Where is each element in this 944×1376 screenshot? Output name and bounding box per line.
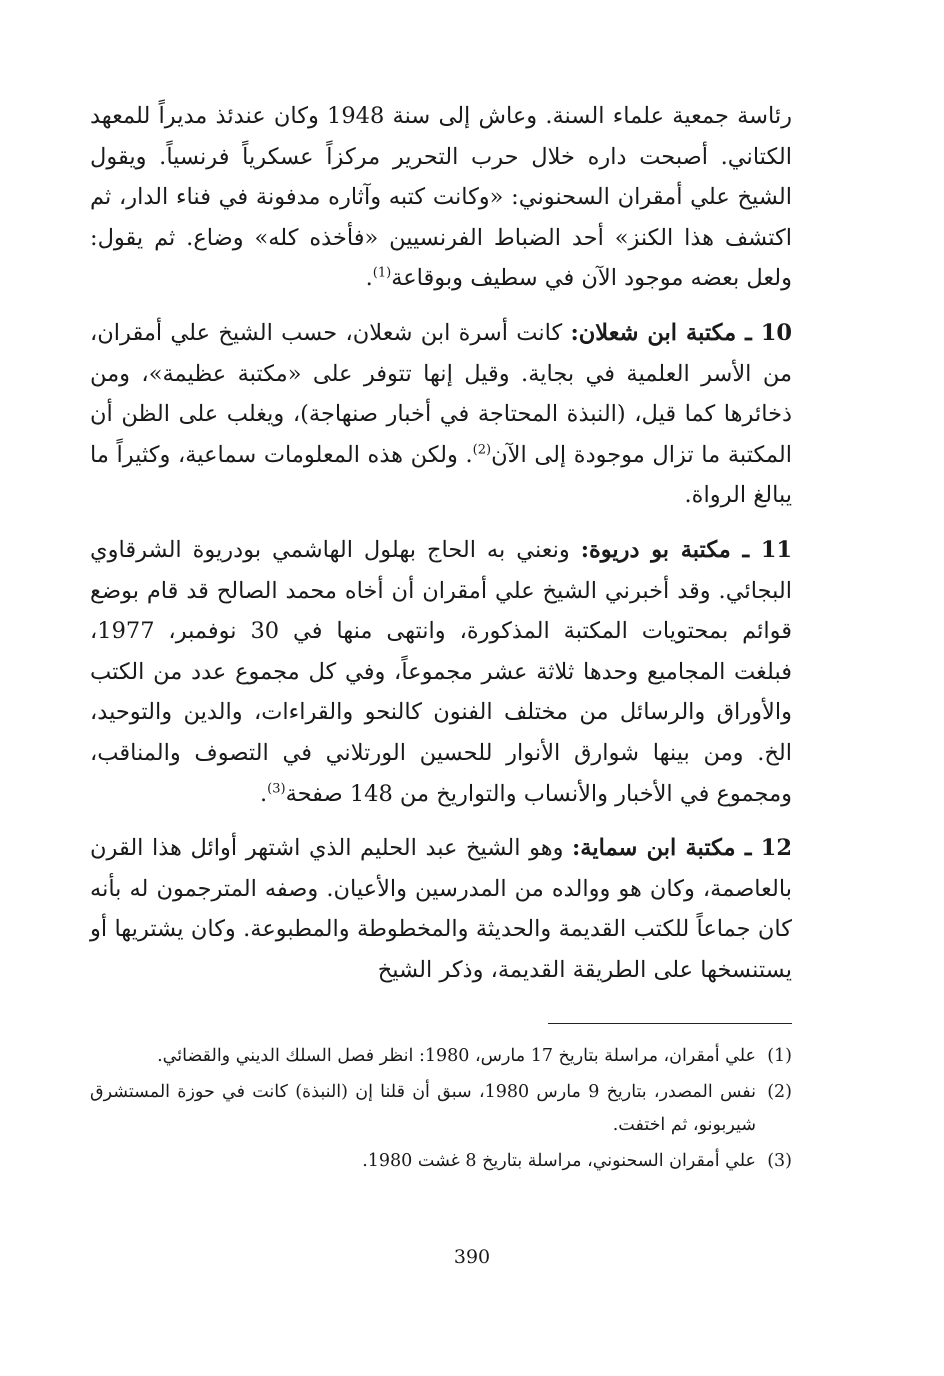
- paragraph-heading: 11 ـ مكتبة بو دريوة:: [580, 536, 793, 563]
- paragraph-text: ونعني به الحاج بهلول الهاشمي بودريوة الشرقاوي البجائي. وقد أخبرني الشيخ علي أمقران أن أخاه محمد الصالح قد قام بوضع قوائم بمحتويات المكتبة المذكورة، وانتهى منها في 30 نوفمبر، 1977، فبلغت المجاميع وحدها ثلاثة عشر مجموعاً، وفي كل مجموع عدد من الكتب والأوراق والرسائل من مختلف الفنون كالنحو والقراءات، والدين والتوحيد، الخ. ومن بينها شوارق الأنوار للحسين الورتلاني في التصوف والمناقب، ومجموع في الأخبار والأنساب والتواريخ من 148 صفحة: [90, 536, 792, 807]
- paragraph-text: كانت أسرة ابن شعلان، حسب الشيخ علي أمقران، من الأسر العلمية في بجاية. وقيل إنها تتوفر على «مكتبة عظيمة»، ومن ذخائرها كما قيل، (النبذة المحتاجة في أخبار صنهاجة)، ويغلب على الظن أن المكتبة ما تزال موجودة إلى الآن: [90, 319, 793, 468]
- footnote-ref: (1): [372, 265, 392, 281]
- footnote-ref: (2): [472, 442, 492, 458]
- paragraph-1: [90, 96, 792, 299]
- footnote-text: علي أمقران، مراسلة بتاريخ 17 مارس، 1980: انظر فصل السلك الديني والقضائي.: [157, 1046, 756, 1066]
- paragraph-text: رئاسة جمعية علماء السنة. وعاش إلى سنة 1948 وكان عندئذ مديراً للمعهد الكتاني. أصبحت داره خلال حرب التحرير مركزاً عسكرياً فرنسياً. ويقول الشيخ علي أمقران السحنوني: «وكانت كتبه وآثاره مدفونة في فناء الدار، ثم اكتشف هذا الكنز» أحد الضباط الفرنسيين «فأخذه كله» وضاع. ثم يقول: ولعل بعضه موجود الآن في سطيف وبوقاعة: [90, 103, 792, 292]
- footnote-1: [90, 1040, 792, 1073]
- paragraph-heading: 12 ـ مكتبة ابن سماية:: [572, 835, 792, 862]
- paragraph-tail: .: [260, 780, 268, 807]
- page-body: [90, 96, 793, 1171]
- footnote-separator: [548, 1023, 792, 1024]
- footnote-number: (1): [767, 1046, 792, 1066]
- paragraph-tail: . ولكن هذه المعلومات سماعية، وكثيراً ما يبالغ الرواة.: [90, 441, 792, 509]
- footnote-number: (2): [767, 1082, 792, 1102]
- footnote-text: نفس المصدر، بتاريخ 9 مارس 1980، سبق أن قلنا إن (النبذة) كانت في حوزة المستشرق شيربونو، ثم اختفت.: [90, 1082, 756, 1135]
- paragraph-2: [90, 313, 792, 516]
- page-number: 390: [453, 1246, 491, 1268]
- paragraph-tail: .: [365, 265, 373, 292]
- paragraph-text: وهو الشيخ عبد الحليم الذي اشتهر أوائل هذا القرن بالعاصمة، وكان هو ووالده من المدرسين والأعيان. وصفه المترجمون له بأنه كان جماعاً للكتب القديمة والحديثة والمخطوطة والمطبوعة. وكان يشتريها أو يستنسخها على الطريقة القديمة، وذكر الشيخ: [90, 835, 792, 983]
- footnote-ref: (3): [267, 781, 286, 796]
- footnotes: [90, 1040, 792, 1181]
- footnote-3: [90, 1145, 792, 1178]
- footnote-number: (3): [767, 1151, 792, 1171]
- footnote-2: [90, 1076, 792, 1142]
- paragraph-4: [90, 828, 792, 990]
- paragraph-heading: 10 ـ مكتبة ابن شعلان:: [570, 319, 792, 346]
- footnote-text: علي أمقران السحنوني، مراسلة بتاريخ 8 غشت 1980.: [362, 1151, 756, 1171]
- paragraph-3: [90, 530, 792, 814]
